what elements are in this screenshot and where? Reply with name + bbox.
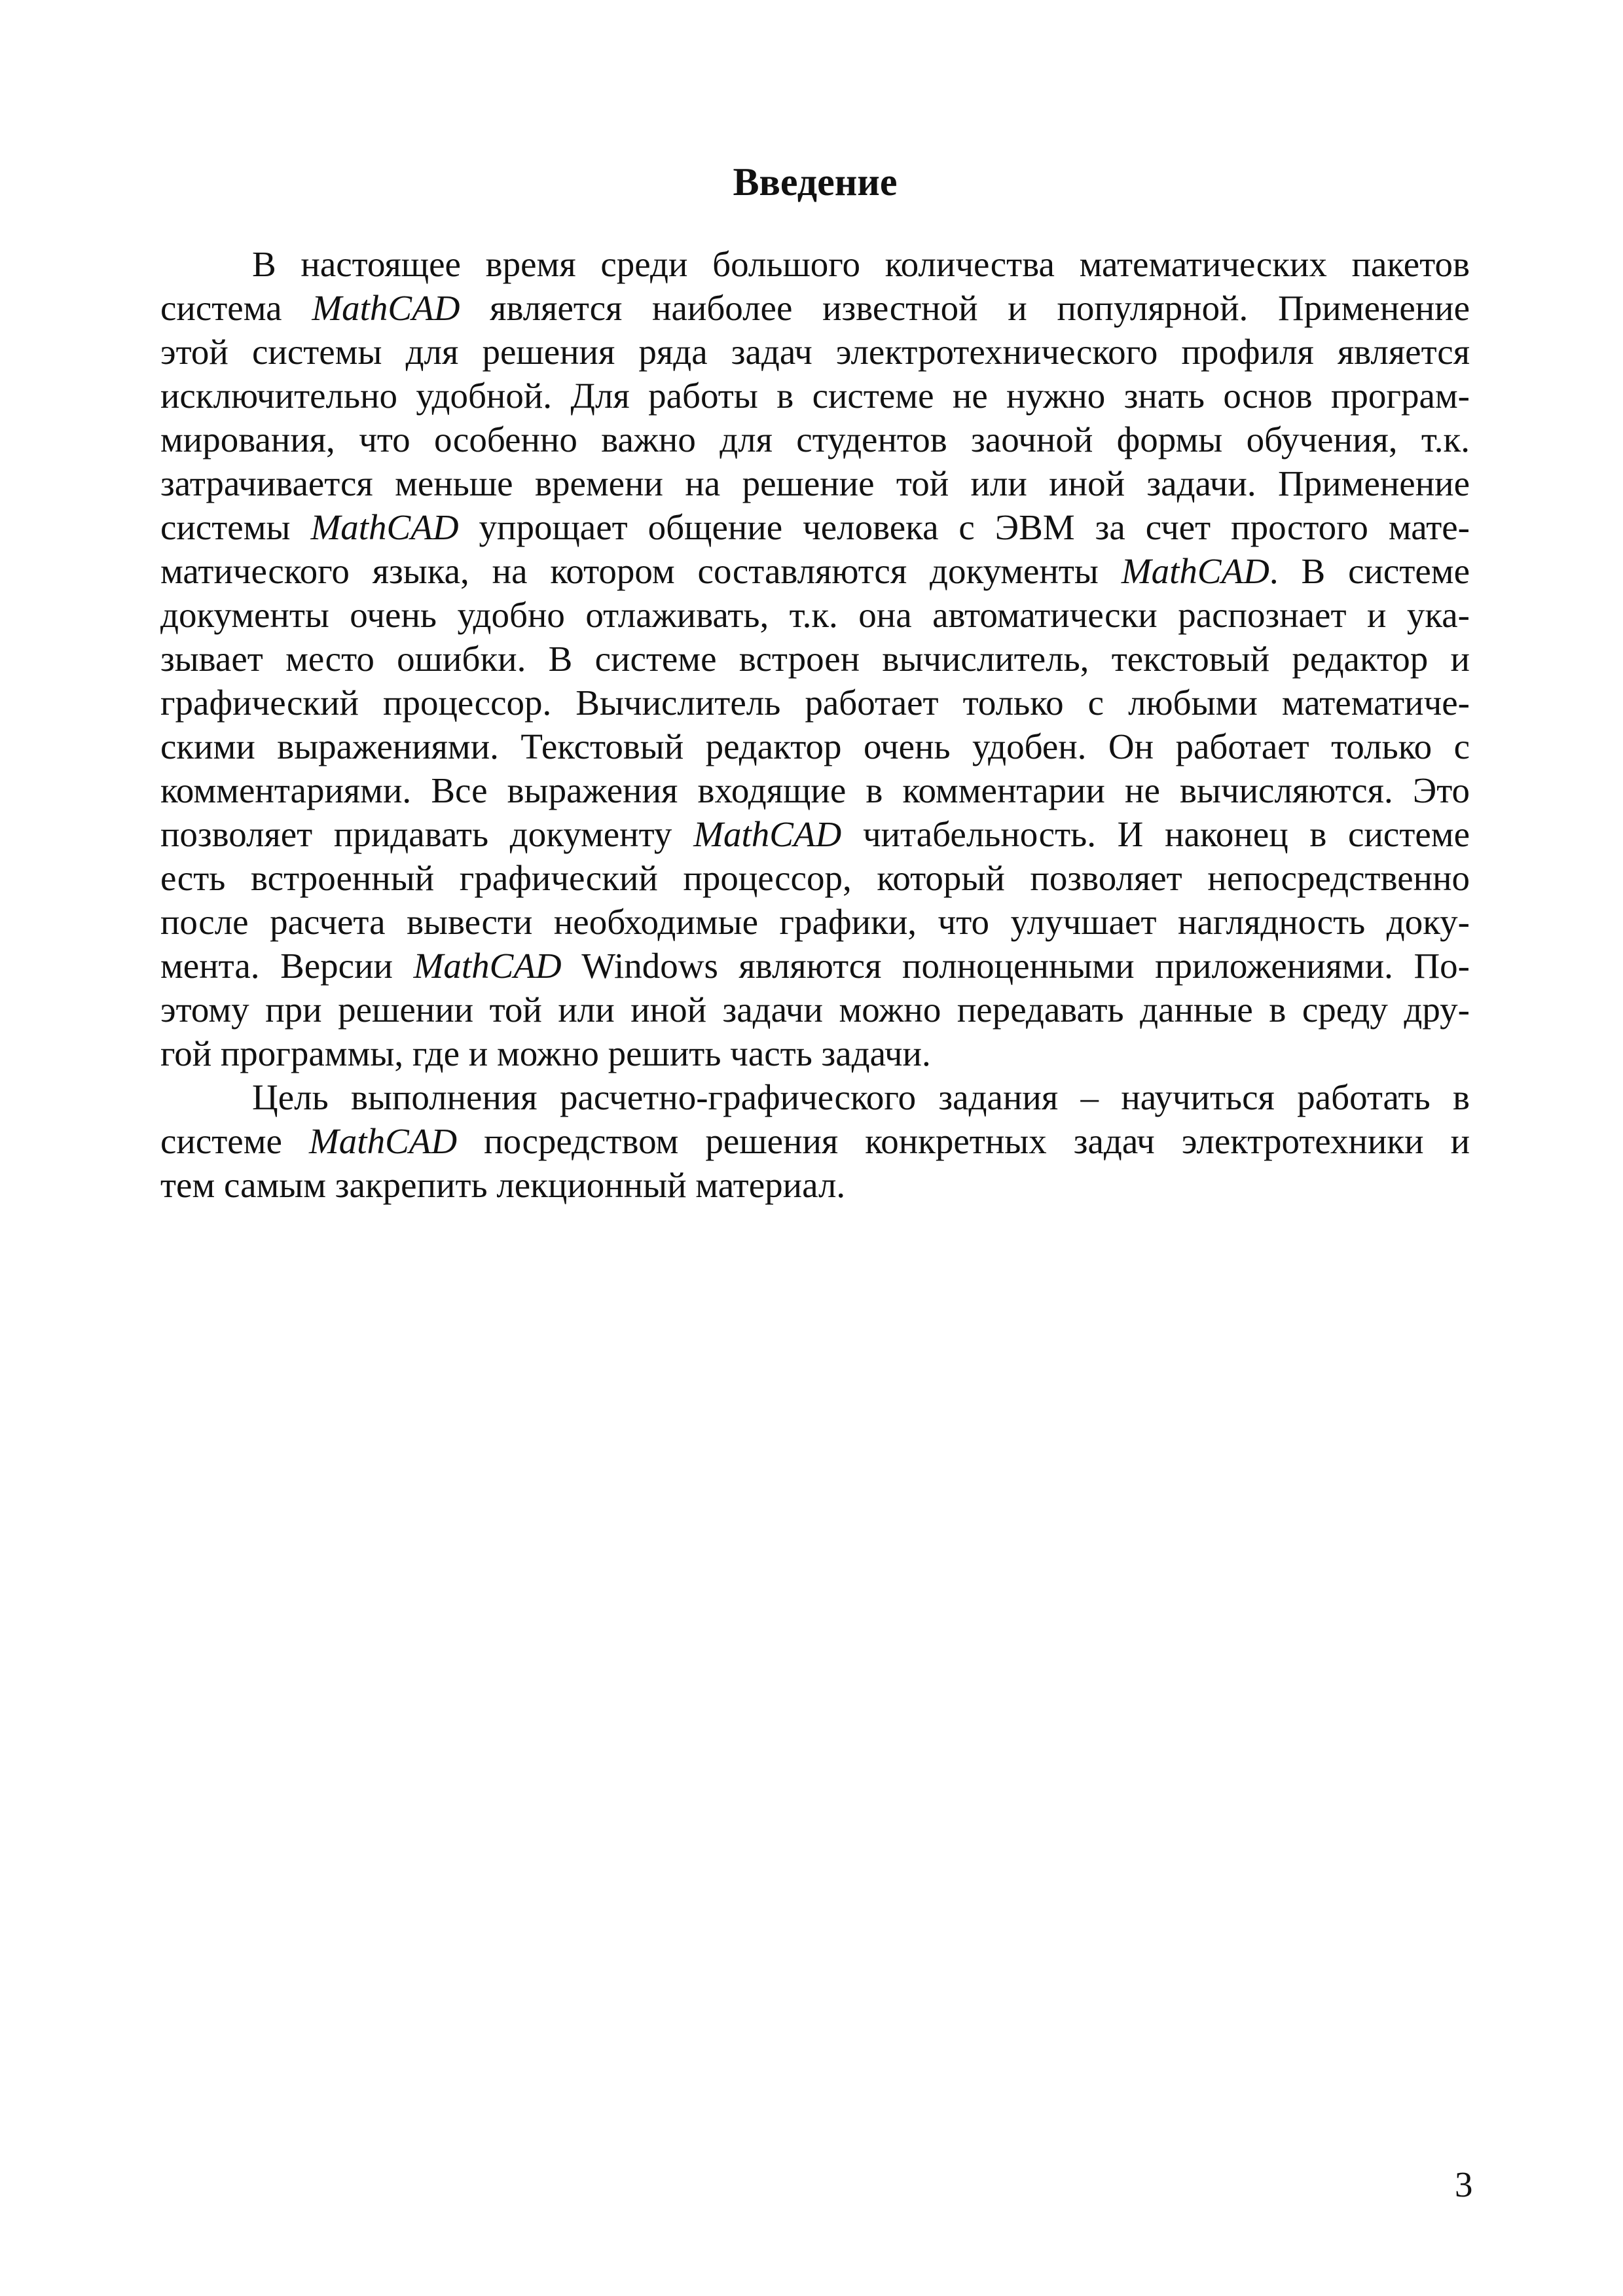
- software-name: MathCAD: [693, 814, 842, 854]
- text-line: [160, 549, 1470, 593]
- text-segment: этому при решении той или иной задачи можно передавать данные в среду дру-: [160, 990, 1470, 1030]
- text-segment: тем самым закрепить лекционный материал.: [160, 1165, 846, 1205]
- body-text: [160, 242, 1470, 1207]
- text-segment: комментариями. Все выражения входящие в комментарии не вычисляются. Это: [160, 770, 1470, 810]
- software-name: MathCAD: [308, 1121, 458, 1161]
- text-segment: системе: [160, 1121, 309, 1161]
- text-line: [160, 461, 1470, 505]
- software-name: MathCAD: [312, 288, 460, 328]
- text-segment: позволяет придавать документу: [160, 814, 694, 854]
- text-segment: затрачивается меньше времени на решение той или иной задачи. Применение: [160, 463, 1470, 503]
- text-line: [160, 725, 1470, 768]
- text-segment: исключительно удобной. Для работы в системе не нужно знать основ програм-: [160, 376, 1470, 416]
- text-line: [160, 812, 1470, 856]
- text-segment: система: [160, 288, 312, 328]
- text-segment: Цель выполнения расчетно-графического задания – научиться работать в: [252, 1077, 1470, 1117]
- text-line: [160, 1031, 1470, 1075]
- text-line: [160, 286, 1470, 330]
- text-line: [160, 944, 1470, 988]
- text-line: [160, 1163, 1470, 1207]
- text-segment: скими выражениями. Текстовый редактор очень удобен. Он работает только с: [160, 726, 1470, 766]
- text-segment: упрощает общение человека с ЭВМ за счет простого мате-: [458, 507, 1470, 547]
- text-segment: Windows являются полноценными приложениями. По-: [561, 946, 1470, 986]
- text-line: [160, 374, 1470, 418]
- text-segment: графический процессор. Вычислитель работает только с любыми математиче-: [160, 683, 1470, 723]
- software-name: MathCAD: [1121, 551, 1269, 591]
- text-segment: есть встроенный графический процессор, который позволяет непосредственно: [160, 858, 1470, 898]
- text-segment: В настоящее время среди большого количества математических пакетов: [252, 244, 1470, 284]
- text-line: [160, 900, 1470, 944]
- page-title: Введение: [733, 160, 898, 204]
- text-segment: мирования, что особенно важно для студентов заочной формы обучения, т.к.: [160, 420, 1470, 459]
- text-segment: . В системе: [1269, 551, 1470, 591]
- software-name: MathCAD: [413, 946, 562, 986]
- text-line: [160, 242, 1470, 286]
- text-segment: матического языка, на котором составляются документы: [160, 551, 1122, 591]
- text-line: [160, 330, 1470, 374]
- text-line: [160, 681, 1470, 725]
- page-number: 3: [1455, 2164, 1473, 2204]
- paragraph-goal: [160, 1075, 1470, 1207]
- text-segment: системы: [160, 507, 311, 547]
- text-segment: гой программы, где и можно решить часть задачи.: [160, 1033, 931, 1073]
- text-line: [160, 418, 1470, 461]
- text-line: [160, 988, 1470, 1031]
- text-segment: мента. Версии: [160, 946, 414, 986]
- text-line: [160, 505, 1470, 549]
- text-line: [160, 1119, 1470, 1163]
- text-segment: этой системы для решения ряда задач электротехнического профиля является: [160, 332, 1470, 372]
- text-segment: зывает место ошибки. В системе встроен вычислитель, текстовый редактор и: [160, 639, 1470, 679]
- text-segment: посредством решения конкретных задач электротехники и: [457, 1121, 1470, 1161]
- software-name: MathCAD: [310, 507, 459, 547]
- text-line: [160, 768, 1470, 812]
- text-line: [160, 593, 1470, 637]
- text-line: [160, 856, 1470, 900]
- text-segment: является наиболее известной и популярной. Применение: [460, 288, 1470, 328]
- text-line: [160, 1075, 1470, 1119]
- text-segment: читабельность. И наконец в системе: [841, 814, 1470, 854]
- paragraph-intro: [160, 242, 1470, 1075]
- text-segment: после расчета вывести необходимые графики, что улучшает наглядность доку-: [160, 902, 1470, 942]
- text-segment: документы очень удобно отлаживать, т.к. она автоматически распознает и ука-: [160, 595, 1470, 635]
- text-line: [160, 637, 1470, 681]
